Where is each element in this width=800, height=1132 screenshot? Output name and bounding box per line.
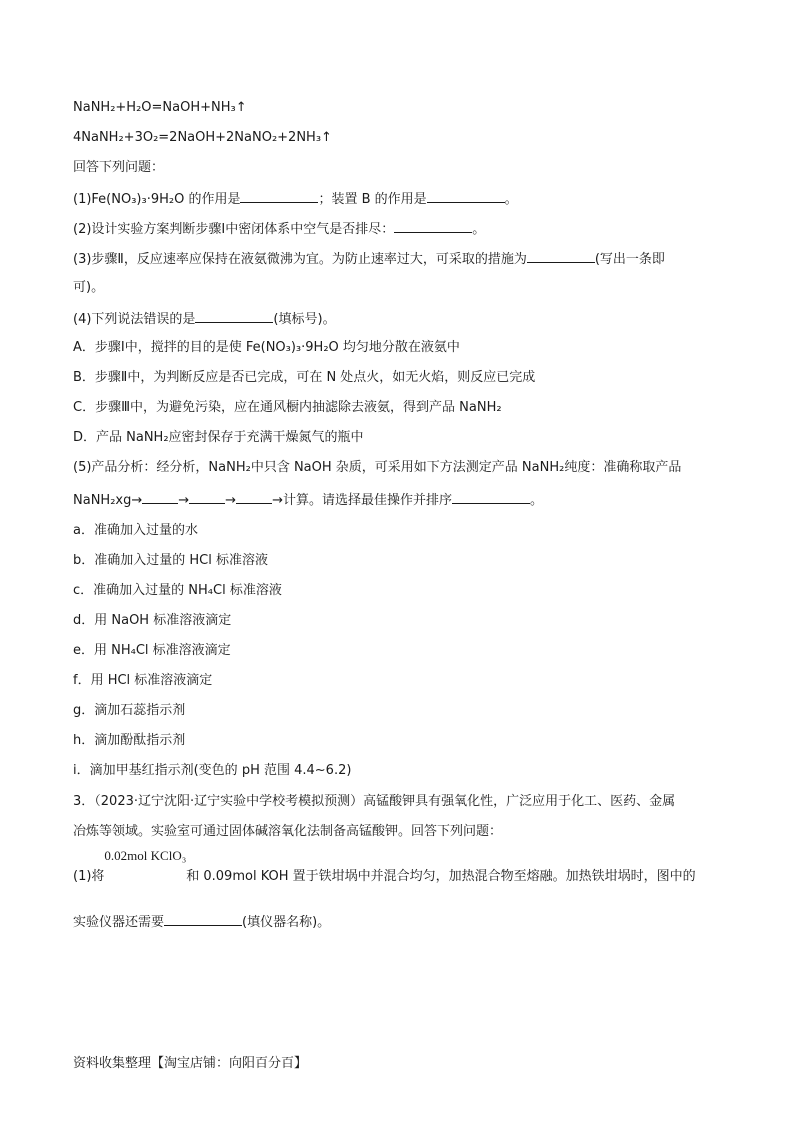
option-A: A．步骤Ⅰ中，搅拌的目的是使 Fe(NO₃)₃·9H₂O 均匀地分散在液氨中 <box>73 340 460 355</box>
q2-text-a: (2)设计实验方案判断步骤Ⅰ中密闭体系中空气是否排尽： <box>73 222 395 237</box>
q5-text-d: 。 <box>529 493 543 508</box>
q1-text-c: 。 <box>504 192 518 207</box>
option-c: c．准确加入过量的 NH₄Cl 标准溶液 <box>73 583 282 598</box>
q5-text-b: NaNH₂xg→ <box>73 493 143 508</box>
option-i: i．滴加甲基红指示剂(变色的 pH 范围 4.4~6.2) <box>73 763 352 778</box>
arrow: → <box>225 493 237 508</box>
p3q1-text-c: 实验仪器还需要 <box>73 915 165 930</box>
question-5: (5)产品分析：经分析，NaNH₂中只含 NaOH 杂质，可采用如下方法测定产品 NaNH₂纯度：准确称取产品 <box>73 460 682 475</box>
footer-note: 资料收集整理【淘宝店铺：向阳百分百】 <box>73 1056 308 1071</box>
problem-3-line-2: 冶炼等领域。实验室可通过固体碱溶氧化法制备高锰酸钾。回答下列问题： <box>73 824 503 839</box>
kclo3-formula: 0.02mol KClO₃ <box>104 848 187 863</box>
equation-1: NaNH₂+H₂O=NaOH+NH₃↑ <box>73 100 247 115</box>
problem-3-question-1 <box>73 848 696 886</box>
option-g: g．滴加石蕊指示剂 <box>73 703 186 718</box>
q5-text-c: →计算。请选择最佳操作并排序 <box>272 493 452 508</box>
option-h: h．滴加酚酞指示剂 <box>73 733 186 748</box>
p3q1-text-b: 和 0.09mol KOH 置于铁坩埚中并混合均匀，加热混合物至熔融。加热铁坩埚时，图中的 <box>186 869 696 884</box>
answer-blank <box>195 309 273 323</box>
question-1 <box>73 189 518 209</box>
prompt: 回答下列问题： <box>73 160 165 175</box>
answer-blank <box>236 490 272 504</box>
option-e: e．用 NH₄Cl 标准溶液滴定 <box>73 643 231 658</box>
answer-blank <box>142 490 178 504</box>
q1-text-b: ；装置 B 的作用是 <box>318 192 427 207</box>
q3-text-a: (3)步骤Ⅱ，反应速率应保持在液氨微沸为宜。为防止速率过大，可采取的措施为 <box>73 252 527 267</box>
question-3-cont: 可)。 <box>73 280 105 295</box>
option-a: a．准确加入过量的水 <box>73 523 198 538</box>
problem-3-line-1: 3．（2023·辽宁沈阳·辽宁实验中学校考模拟预测）高锰酸钾具有强氧化性，广泛应用于化工、医药、金属 <box>73 794 676 809</box>
answer-blank <box>189 490 225 504</box>
problem-3-question-1-cont <box>73 912 330 932</box>
answer-blank <box>394 219 472 233</box>
answer-blank <box>164 912 242 926</box>
option-b: b．准确加入过量的 HCl 标准溶液 <box>73 553 268 568</box>
p3q1-text-a: (1)将 <box>73 869 105 884</box>
option-d: d．用 NaOH 标准溶液滴定 <box>73 613 232 628</box>
arrow: → <box>178 493 190 508</box>
answer-blank <box>240 189 318 203</box>
q2-text-b: 。 <box>472 222 486 237</box>
q4-text-b: (填标号)。 <box>273 312 336 327</box>
question-4 <box>73 309 336 329</box>
option-C: C．步骤Ⅲ中，为避免污染，应在通风橱内抽滤除去液氨，得到产品 NaNH₂ <box>73 400 502 415</box>
q1-text-a: (1)Fe(NO₃)₃·9H₂O 的作用是 <box>73 192 241 207</box>
q4-text-a: (4)下列说法错误的是 <box>73 312 196 327</box>
answer-blank <box>527 249 595 263</box>
option-f: f．用 HCl 标准溶液滴定 <box>73 673 213 688</box>
option-D: D．产品 NaNH₂应密封保存于充满干燥氮气的瓶中 <box>73 430 364 445</box>
p3q1-text-d: (填仪器名称)。 <box>242 915 331 930</box>
option-B: B．步骤Ⅱ中，为判断反应是否已完成，可在 N 处点火，如无火焰，则反应已完成 <box>73 370 536 385</box>
q3-text-b: (写出一条即 <box>594 252 665 267</box>
equation-2: 4NaNH₂+3O₂=2NaOH+2NaNO₂+2NH₃↑ <box>73 130 332 145</box>
question-2 <box>73 219 485 239</box>
question-3 <box>73 249 665 269</box>
answer-blank <box>452 490 530 504</box>
question-5-cont <box>73 490 543 510</box>
answer-blank <box>427 189 505 203</box>
